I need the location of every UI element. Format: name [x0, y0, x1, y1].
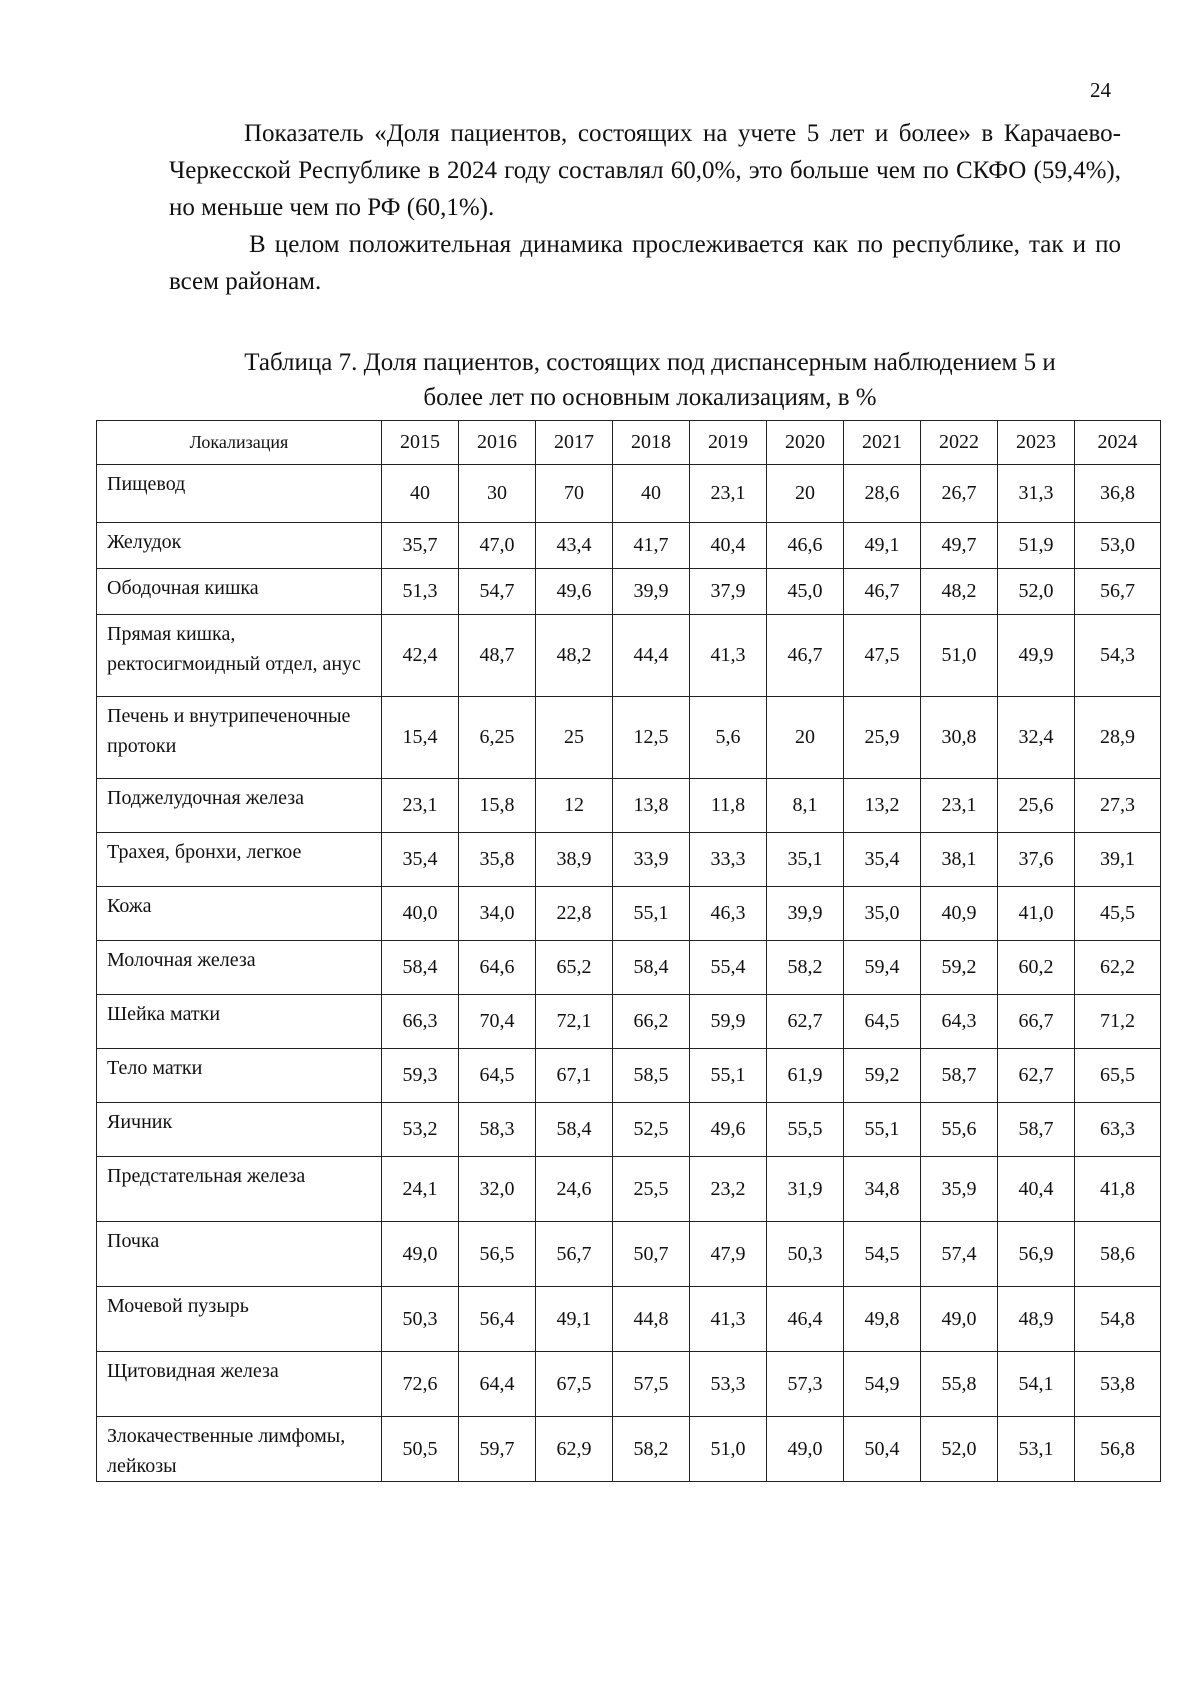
value-cell: 56,5	[459, 1222, 536, 1287]
value-cell: 35,4	[382, 833, 459, 887]
value-cell: 39,9	[767, 887, 844, 941]
value-cell: 23,1	[690, 465, 767, 523]
value-cell: 62,7	[998, 1049, 1075, 1103]
value-cell: 35,9	[921, 1157, 998, 1222]
value-cell: 59,3	[382, 1049, 459, 1103]
value-cell: 50,3	[767, 1222, 844, 1287]
value-cell: 58,5	[613, 1049, 690, 1103]
value-cell: 31,3	[998, 465, 1075, 523]
table-row	[97, 523, 1161, 569]
value-cell: 48,2	[536, 615, 613, 697]
value-cell: 54,7	[459, 569, 536, 615]
value-cell: 54,8	[1075, 1287, 1161, 1352]
value-cell: 49,7	[921, 523, 998, 569]
value-cell: 24,6	[536, 1157, 613, 1222]
value-cell: 55,1	[844, 1103, 921, 1157]
value-cell: 25,9	[844, 697, 921, 779]
value-cell: 20	[767, 465, 844, 523]
value-cell: 59,9	[690, 995, 767, 1049]
value-cell: 65,2	[536, 941, 613, 995]
localization-cell: Поджелудочная железа	[97, 779, 382, 833]
value-cell: 30,8	[921, 697, 998, 779]
value-cell: 58,2	[613, 1417, 690, 1482]
value-cell: 36,8	[1075, 465, 1161, 523]
table-caption-line: Таблица 7. Доля пациентов, состоящих под диспансерным наблюдением 5 и	[244, 349, 1056, 376]
value-cell: 48,7	[459, 615, 536, 697]
value-cell: 49,6	[536, 569, 613, 615]
localization-cell: Яичник	[97, 1103, 382, 1157]
table-caption-line: более лет по основным локализациям, в %	[423, 384, 877, 411]
value-cell: 33,3	[690, 833, 767, 887]
value-cell: 72,1	[536, 995, 613, 1049]
value-cell: 58,4	[536, 1103, 613, 1157]
value-cell: 45,0	[767, 569, 844, 615]
table-row	[97, 1222, 1161, 1287]
value-cell: 40	[613, 465, 690, 523]
value-cell: 35,0	[844, 887, 921, 941]
value-cell: 12	[536, 779, 613, 833]
value-cell: 59,4	[844, 941, 921, 995]
value-cell: 64,6	[459, 941, 536, 995]
table-row	[97, 995, 1161, 1049]
value-cell: 70,4	[459, 995, 536, 1049]
table-row	[97, 465, 1161, 523]
value-cell: 59,2	[921, 941, 998, 995]
table-caption	[130, 345, 1170, 415]
value-cell: 56,7	[1075, 569, 1161, 615]
value-cell: 35,8	[459, 833, 536, 887]
value-cell: 54,5	[844, 1222, 921, 1287]
column-header: 2020	[767, 421, 844, 465]
value-cell: 53,1	[998, 1417, 1075, 1482]
value-cell: 62,2	[1075, 941, 1161, 995]
value-cell: 33,9	[613, 833, 690, 887]
value-cell: 42,4	[382, 615, 459, 697]
value-cell: 34,0	[459, 887, 536, 941]
value-cell: 50,3	[382, 1287, 459, 1352]
localization-cell: Ободочная кишка	[97, 569, 382, 615]
localization-cell: Печень и внутрипеченочные протоки	[97, 697, 382, 779]
column-header: 2015	[382, 421, 459, 465]
value-cell: 44,4	[613, 615, 690, 697]
value-cell: 24,1	[382, 1157, 459, 1222]
value-cell: 50,5	[382, 1417, 459, 1482]
value-cell: 49,1	[536, 1287, 613, 1352]
value-cell: 44,8	[613, 1287, 690, 1352]
value-cell: 59,7	[459, 1417, 536, 1482]
localization-cell: Кожа	[97, 887, 382, 941]
value-cell: 40,9	[921, 887, 998, 941]
value-cell: 41,3	[690, 615, 767, 697]
value-cell: 51,0	[690, 1417, 767, 1482]
table-row	[97, 941, 1161, 995]
value-cell: 58,4	[382, 941, 459, 995]
value-cell: 15,4	[382, 697, 459, 779]
value-cell: 62,7	[767, 995, 844, 1049]
value-cell: 40	[382, 465, 459, 523]
value-cell: 65,5	[1075, 1049, 1161, 1103]
value-cell: 58,6	[1075, 1222, 1161, 1287]
value-cell: 34,8	[844, 1157, 921, 1222]
localization-cell: Мочевой пузырь	[97, 1287, 382, 1352]
column-header: Локализация	[97, 421, 382, 465]
value-cell: 41,8	[1075, 1157, 1161, 1222]
value-cell: 47,9	[690, 1222, 767, 1287]
value-cell: 67,5	[536, 1352, 613, 1417]
value-cell: 35,1	[767, 833, 844, 887]
value-cell: 22,8	[536, 887, 613, 941]
localization-cell: Желудок	[97, 523, 382, 569]
table-row	[97, 1417, 1161, 1482]
value-cell: 54,1	[998, 1352, 1075, 1417]
localization-cell: Предстательная железа	[97, 1157, 382, 1222]
paragraph: Показатель «Доля пациентов, состоящих на учете 5 лет и более» в Карачаево-Черкесской Республике в 2024 году составлял 60,0%, это больше чем по СКФО (59,4%), но меньше чем по РФ (60,1%).	[169, 120, 1121, 221]
value-cell: 60,2	[998, 941, 1075, 995]
value-cell: 58,3	[459, 1103, 536, 1157]
value-cell: 23,1	[382, 779, 459, 833]
value-cell: 30	[459, 465, 536, 523]
value-cell: 25,6	[998, 779, 1075, 833]
value-cell: 53,3	[690, 1352, 767, 1417]
table-row	[97, 697, 1161, 779]
value-cell: 37,6	[998, 833, 1075, 887]
localization-cell: Тело матки	[97, 1049, 382, 1103]
value-cell: 61,9	[767, 1049, 844, 1103]
value-cell: 26,7	[921, 465, 998, 523]
value-cell: 41,0	[998, 887, 1075, 941]
value-cell: 32,4	[998, 697, 1075, 779]
value-cell: 47,5	[844, 615, 921, 697]
value-cell: 39,9	[613, 569, 690, 615]
value-cell: 55,1	[613, 887, 690, 941]
value-cell: 40,4	[998, 1157, 1075, 1222]
value-cell: 64,4	[459, 1352, 536, 1417]
value-cell: 67,1	[536, 1049, 613, 1103]
localization-cell: Прямая кишка, ректосигмоидный отдел, анус	[97, 615, 382, 697]
value-cell: 46,3	[690, 887, 767, 941]
value-cell: 46,4	[767, 1287, 844, 1352]
value-cell: 38,1	[921, 833, 998, 887]
column-header: 2018	[613, 421, 690, 465]
value-cell: 41,7	[613, 523, 690, 569]
value-cell: 25,5	[613, 1157, 690, 1222]
localization-cell: Щитовидная железа	[97, 1352, 382, 1417]
value-cell: 46,7	[844, 569, 921, 615]
value-cell: 55,1	[690, 1049, 767, 1103]
column-header: 2016	[459, 421, 536, 465]
value-cell: 56,8	[1075, 1417, 1161, 1482]
value-cell: 72,6	[382, 1352, 459, 1417]
value-cell: 55,8	[921, 1352, 998, 1417]
value-cell: 56,7	[536, 1222, 613, 1287]
value-cell: 59,2	[844, 1049, 921, 1103]
value-cell: 66,2	[613, 995, 690, 1049]
table-row	[97, 1157, 1161, 1222]
value-cell: 49,6	[690, 1103, 767, 1157]
value-cell: 12,5	[613, 697, 690, 779]
value-cell: 51,9	[998, 523, 1075, 569]
value-cell: 70	[536, 465, 613, 523]
value-cell: 64,3	[921, 995, 998, 1049]
value-cell: 45,5	[1075, 887, 1161, 941]
value-cell: 57,5	[613, 1352, 690, 1417]
value-cell: 49,8	[844, 1287, 921, 1352]
table-row	[97, 1103, 1161, 1157]
value-cell: 57,4	[921, 1222, 998, 1287]
value-cell: 66,7	[998, 995, 1075, 1049]
value-cell: 53,0	[1075, 523, 1161, 569]
localization-cell: Почка	[97, 1222, 382, 1287]
value-cell: 58,4	[613, 941, 690, 995]
column-header: 2022	[921, 421, 998, 465]
localization-cell: Злокачественные лимфомы, лейкозы	[97, 1417, 382, 1482]
value-cell: 6,25	[459, 697, 536, 779]
column-header: 2021	[844, 421, 921, 465]
value-cell: 49,0	[767, 1417, 844, 1482]
value-cell: 52,0	[998, 569, 1075, 615]
body-text	[169, 115, 1121, 300]
value-cell: 28,6	[844, 465, 921, 523]
value-cell: 53,2	[382, 1103, 459, 1157]
table-row	[97, 1287, 1161, 1352]
value-cell: 23,2	[690, 1157, 767, 1222]
value-cell: 31,9	[767, 1157, 844, 1222]
column-header: 2024	[1075, 421, 1161, 465]
column-header: 2017	[536, 421, 613, 465]
value-cell: 63,3	[1075, 1103, 1161, 1157]
value-cell: 15,8	[459, 779, 536, 833]
table-row	[97, 1049, 1161, 1103]
table-row	[97, 833, 1161, 887]
value-cell: 47,0	[459, 523, 536, 569]
value-cell: 39,1	[1075, 833, 1161, 887]
value-cell: 37,9	[690, 569, 767, 615]
paragraph: В целом положительная динамика прослеживается как по республике, так и по всем районам.	[169, 231, 1121, 295]
value-cell: 27,3	[1075, 779, 1161, 833]
value-cell: 25	[536, 697, 613, 779]
value-cell: 53,8	[1075, 1352, 1161, 1417]
table-row	[97, 887, 1161, 941]
value-cell: 48,2	[921, 569, 998, 615]
value-cell: 23,1	[921, 779, 998, 833]
value-cell: 57,3	[767, 1352, 844, 1417]
value-cell: 52,5	[613, 1103, 690, 1157]
value-cell: 35,7	[382, 523, 459, 569]
table-body	[97, 465, 1161, 1482]
column-header: 2023	[998, 421, 1075, 465]
value-cell: 49,0	[921, 1287, 998, 1352]
value-cell: 5,6	[690, 697, 767, 779]
table-header-row	[97, 421, 1161, 465]
value-cell: 38,9	[536, 833, 613, 887]
table-row	[97, 615, 1161, 697]
value-cell: 49,9	[998, 615, 1075, 697]
value-cell: 54,3	[1075, 615, 1161, 697]
value-cell: 54,9	[844, 1352, 921, 1417]
value-cell: 13,2	[844, 779, 921, 833]
value-cell: 56,9	[998, 1222, 1075, 1287]
value-cell: 43,4	[536, 523, 613, 569]
value-cell: 46,6	[767, 523, 844, 569]
value-cell: 49,0	[382, 1222, 459, 1287]
value-cell: 40,0	[382, 887, 459, 941]
value-cell: 58,7	[998, 1103, 1075, 1157]
data-table	[96, 420, 1161, 1482]
value-cell: 40,4	[690, 523, 767, 569]
value-cell: 52,0	[921, 1417, 998, 1482]
localization-cell: Молочная железа	[97, 941, 382, 995]
value-cell: 64,5	[844, 995, 921, 1049]
value-cell: 50,7	[613, 1222, 690, 1287]
value-cell: 64,5	[459, 1049, 536, 1103]
value-cell: 56,4	[459, 1287, 536, 1352]
value-cell: 58,2	[767, 941, 844, 995]
value-cell: 11,8	[690, 779, 767, 833]
value-cell: 28,9	[1075, 697, 1161, 779]
value-cell: 55,5	[767, 1103, 844, 1157]
page-number: 24	[1090, 78, 1111, 102]
table-row	[97, 1352, 1161, 1417]
value-cell: 35,4	[844, 833, 921, 887]
value-cell: 55,4	[690, 941, 767, 995]
value-cell: 62,9	[536, 1417, 613, 1482]
value-cell: 55,6	[921, 1103, 998, 1157]
value-cell: 51,0	[921, 615, 998, 697]
localization-cell: Трахея, бронхи, легкое	[97, 833, 382, 887]
value-cell: 51,3	[382, 569, 459, 615]
table-row	[97, 569, 1161, 615]
value-cell: 13,8	[613, 779, 690, 833]
value-cell: 41,3	[690, 1287, 767, 1352]
value-cell: 32,0	[459, 1157, 536, 1222]
value-cell: 48,9	[998, 1287, 1075, 1352]
localization-cell: Пищевод	[97, 465, 382, 523]
value-cell: 20	[767, 697, 844, 779]
column-header: 2019	[690, 421, 767, 465]
value-cell: 46,7	[767, 615, 844, 697]
value-cell: 71,2	[1075, 995, 1161, 1049]
value-cell: 49,1	[844, 523, 921, 569]
value-cell: 58,7	[921, 1049, 998, 1103]
value-cell: 66,3	[382, 995, 459, 1049]
table-row	[97, 779, 1161, 833]
localization-cell: Шейка матки	[97, 995, 382, 1049]
value-cell: 8,1	[767, 779, 844, 833]
value-cell: 50,4	[844, 1417, 921, 1482]
